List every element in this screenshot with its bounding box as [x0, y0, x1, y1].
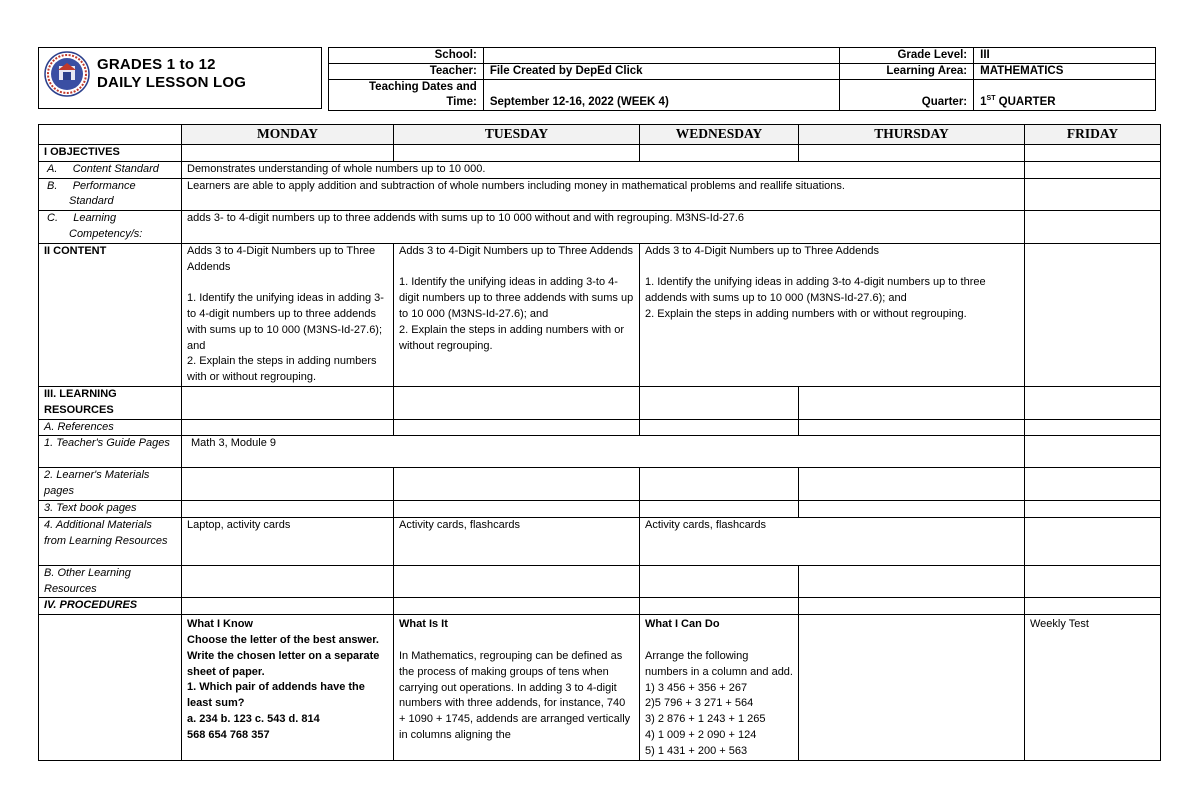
teaching-dates-value: September 12-16, 2022 (WEEK 4)	[483, 80, 839, 111]
content-wednesday: Adds 3 to 4-Digit Numbers up to Three Addends 1. Identify the unifying ideas in adding 3-to 4-digit numbers up to three addends with sums up to 10 000 (M3NS-Id-27.6); and 2. Explain the steps in adding numbers with or without regrouping.	[640, 243, 1025, 386]
additional-materials-label: 4. Additional Materials from Learning Resources	[39, 517, 182, 565]
textbook-pages-label: 3. Text book pages	[39, 500, 182, 517]
title-line-1: GRADES 1 to 12	[97, 56, 216, 73]
performance-standard-text: Learners are able to apply addition and subtraction of whole numbers including money in mathematical problems and reallife situations.	[182, 178, 1025, 211]
empty-cell	[1025, 419, 1161, 436]
day-header-friday: FRIDAY	[1025, 125, 1161, 145]
table-row	[39, 598, 1161, 615]
day-header-tuesday: TUESDAY	[394, 125, 640, 145]
teaching-dates-label	[329, 80, 484, 111]
empty-cell	[1025, 436, 1161, 468]
table-row	[39, 436, 1161, 468]
additional-materials-tuesday: Activity cards, flashcards	[394, 517, 640, 565]
grade-level-label: Grade Level:	[840, 48, 974, 64]
competency-letter: C.	[47, 212, 58, 225]
empty-cell	[640, 500, 799, 517]
empty-cell	[394, 565, 640, 598]
empty-cell	[799, 145, 1025, 162]
procedures-monday: What I Know Choose the letter of the best answer. Write the chosen letter on a separate sheet of paper. 1. Which pair of addends have the least sum? a. 234 b. 123 c. 543 d. 814 568 654 768 357	[182, 615, 394, 760]
performance-text-label: Performance Standard	[69, 179, 136, 208]
other-resources-label: B. Other Learning Resources	[39, 565, 182, 598]
empty-cell	[1025, 211, 1161, 244]
table-row	[39, 468, 1161, 501]
empty-cell	[1025, 386, 1161, 419]
empty-cell	[1025, 178, 1161, 211]
references-label: A. References	[39, 419, 182, 436]
empty-cell	[799, 500, 1025, 517]
empty-cell	[799, 386, 1025, 419]
info-table	[328, 47, 1156, 111]
day-header-wednesday: WEDNESDAY	[640, 125, 799, 145]
learning-resources-label: III. LEARNING RESOURCES	[39, 386, 182, 419]
empty-cell	[799, 419, 1025, 436]
empty-cell	[39, 615, 182, 760]
learners-materials-label: 2. Learner's Materials pages	[39, 468, 182, 501]
empty-cell	[182, 598, 394, 615]
empty-cell	[394, 500, 640, 517]
empty-cell	[1025, 161, 1161, 178]
empty-cell	[1025, 565, 1161, 598]
empty-cell	[1025, 500, 1161, 517]
performance-standard-label	[39, 178, 182, 211]
procedures-tuesday-text: In Mathematics, regrouping can be defined as the process of making groups of tens when carrying out operations. In adding 3 to 4-digit numbers with three addends, for instance, 740 + 1090 + 1745, addends are arranged vertically in columns aligning the	[399, 649, 631, 741]
grade-level-value: III	[974, 48, 1156, 64]
performance-letter: B.	[47, 179, 58, 192]
table-row	[39, 615, 1161, 760]
page-title	[97, 56, 246, 92]
quarter-label: Quarter:	[840, 80, 974, 111]
additional-materials-monday: Laptop, activity cards	[182, 517, 394, 565]
empty-cell	[394, 386, 640, 419]
deped-seal-icon	[44, 51, 90, 97]
table-row	[39, 161, 1161, 178]
procedures-friday: Weekly Test	[1025, 615, 1161, 760]
empty-cell	[640, 145, 799, 162]
school-value	[483, 48, 839, 64]
day-header-monday: MONDAY	[182, 125, 394, 145]
learning-area-label: Learning Area:	[840, 64, 974, 80]
empty-cell	[182, 419, 394, 436]
table-row	[39, 500, 1161, 517]
empty-cell	[394, 419, 640, 436]
empty-cell	[640, 386, 799, 419]
empty-cell	[182, 565, 394, 598]
learning-area-value: MATHEMATICS	[974, 64, 1156, 80]
table-row	[39, 145, 1161, 162]
objectives-label: I OBJECTIVES	[39, 145, 182, 162]
teacher-value: File Created by DepEd Click	[483, 64, 839, 80]
table-row	[39, 565, 1161, 598]
empty-cell	[394, 145, 640, 162]
teaching-dates-label-line1: Teaching Dates and	[369, 81, 477, 93]
table-row	[39, 419, 1161, 436]
quarter-superscript: ST	[986, 95, 996, 103]
quarter-rest: QUARTER	[995, 96, 1056, 108]
teaching-dates-label-line2: Time:	[446, 96, 477, 108]
empty-cell	[182, 500, 394, 517]
content-label: II CONTENT	[39, 243, 182, 386]
teachers-guide-text: Math 3, Module 9	[182, 436, 1025, 468]
teachers-guide-label: 1. Teacher's Guide Pages	[39, 436, 182, 468]
additional-materials-wednesday: Activity cards, flashcards	[640, 517, 1025, 565]
corner-cell	[39, 125, 182, 145]
table-row	[39, 386, 1161, 419]
content-monday: Adds 3 to 4-Digit Numbers up to Three Addends 1. Identify the unifying ideas in adding 3-to 4-digit numbers up to three addends with sums up to 10 000 (M3NS-Id-27.6); and 2. Explain the steps in adding numbers with or without regrouping.	[182, 243, 394, 386]
content-standard-text-label: Content Standard	[72, 162, 159, 175]
table-row	[39, 211, 1161, 244]
empty-cell	[1025, 517, 1161, 565]
learning-competency-label	[39, 211, 182, 244]
title-line-2: DAILY LESSON LOG	[97, 74, 247, 91]
empty-cell	[394, 598, 640, 615]
content-tuesday: Adds 3 to 4-Digit Numbers up to Three Addends 1. Identify the unifying ideas in adding 3-to 4-digit numbers up to three addends with sums up to 10 000 (M3NS-Id-27.6); and 2. Explain the steps in adding numbers with or without regrouping.	[394, 243, 640, 386]
table-row	[39, 243, 1161, 386]
learning-competency-text: adds 3- to 4-digit numbers up to three addends with sums up to 10 000 without and with regrouping. M3NS-Id-27.6	[182, 211, 1025, 244]
empty-cell	[640, 565, 799, 598]
teacher-label: Teacher:	[329, 64, 484, 80]
lesson-log-table	[38, 124, 1161, 761]
empty-cell	[799, 598, 1025, 615]
table-row	[39, 517, 1161, 565]
quarter-number: 1	[980, 96, 987, 108]
procedures-label: IV. PROCEDURES	[39, 598, 182, 615]
empty-cell	[799, 468, 1025, 501]
empty-cell	[799, 565, 1025, 598]
content-standard-letter: A.	[47, 162, 58, 175]
empty-cell	[394, 468, 640, 501]
procedures-wednesday-title: What I Can Do	[645, 618, 720, 631]
empty-cell	[1025, 598, 1161, 615]
empty-cell	[182, 386, 394, 419]
empty-cell	[182, 145, 394, 162]
quarter-value	[974, 80, 1156, 111]
competency-text-label: Learning Competency/s:	[69, 212, 143, 240]
content-standard-label	[39, 161, 182, 178]
procedures-tuesday-title: What Is It	[399, 618, 448, 631]
content-standard-text: Demonstrates understanding of whole numbers up to 10 000.	[182, 161, 1025, 178]
procedures-wednesday	[640, 615, 799, 760]
school-label: School:	[329, 48, 484, 64]
empty-cell	[1025, 243, 1161, 386]
table-row	[39, 178, 1161, 211]
empty-cell	[799, 615, 1025, 760]
procedures-wednesday-text: Arrange the following numbers in a column and add. 1) 3 456 + 356 + 267 2)5 796 + 3 271 + 564 3) 2 876 + 1 243 + 1 265 4) 1 009 + 2 090 + 124 5) 1 431 + 200 + 563	[645, 649, 793, 757]
empty-cell	[182, 468, 394, 501]
empty-cell	[1025, 468, 1161, 501]
empty-cell	[640, 598, 799, 615]
procedures-tuesday	[394, 615, 640, 760]
empty-cell	[1025, 145, 1161, 162]
empty-cell	[640, 419, 799, 436]
day-header-row	[39, 125, 1161, 145]
day-header-thursday: THURSDAY	[799, 125, 1025, 145]
empty-cell	[640, 468, 799, 501]
